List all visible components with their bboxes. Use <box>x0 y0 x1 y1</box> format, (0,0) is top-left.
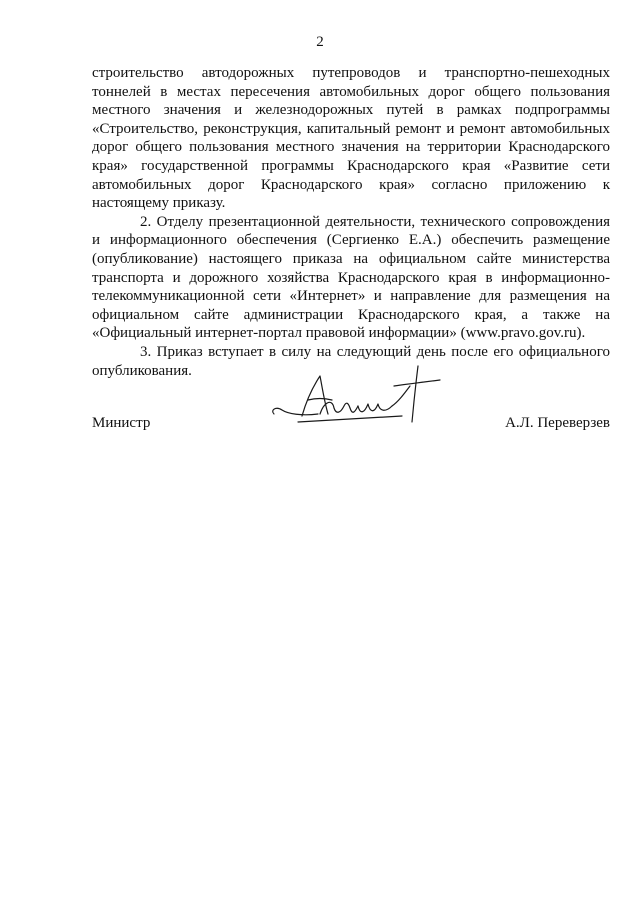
signer-position: Министр <box>92 415 151 431</box>
paragraph-item-3: 3. Приказ вступает в силу на следующий день после его официального опубликования. <box>92 343 610 379</box>
paragraph-item-2: 2. Отделу презентационной деятельности, технического сопровождения и информационного обеспечения (Сергиенко Е.А.) обеспечить размещение (опубликование) настоящего приказа на официальном сайте министерства транспорта и дорожного хозяйства Краснодарского края в информационно-телекоммуникационной сети «Интернет» и направление для размещения на официальном сайте администрации Краснодарского края, а также на «Официальный интернет-портал правовой информации» (www.pravo.gov.ru). <box>92 213 610 342</box>
document-body <box>92 64 610 380</box>
page-number: 2 <box>316 34 324 50</box>
signature-block <box>92 410 610 440</box>
signer-name: А.Л. Переверзев <box>505 415 610 431</box>
paragraph-continuation: строительство автодорожных путепроводов и транспортно-пешеходных тоннелей в местах пересечения автомобильных дорог общего пользования местного значения и железнодорожных путей в рамках подпрограммы «Строительство, реконструкция, капитальный ремонт и ремонт автомобильных дорог общего пользования местного значения на территории Краснодарского края» государственной программы Краснодарского края «Развитие сети автомобильных дорог Краснодарского края» согласно приложению к настоящему приказу. <box>92 65 610 212</box>
